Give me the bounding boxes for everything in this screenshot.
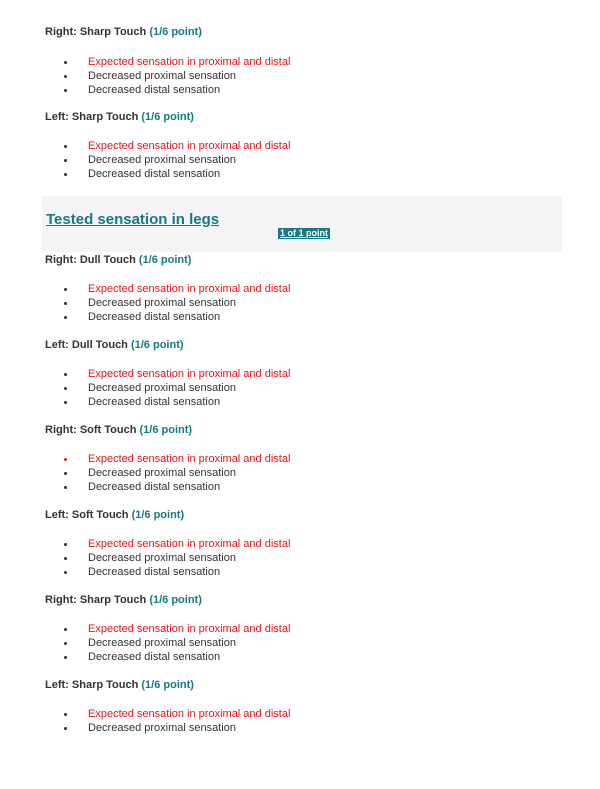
option-item: Expected sensation in proximal and distal — [60, 55, 290, 69]
option-item: Decreased proximal sensation — [60, 381, 290, 395]
question-name: Sharp Touch — [71, 111, 139, 123]
option-item: Expected sensation in proximal and distal — [60, 537, 290, 551]
question-side: Left: — [45, 111, 69, 123]
question-title — [45, 509, 184, 521]
option-item: Decreased distal sensation — [60, 395, 290, 409]
option-item: Decreased proximal sensation — [60, 636, 290, 650]
section-score-badge[interactable]: 1 of 1 point — [280, 228, 328, 238]
question-title — [45, 111, 194, 123]
option-item: Expected sensation in proximal and distal — [60, 622, 290, 636]
question-points: (1/6 point) — [138, 254, 192, 266]
option-item: Decreased proximal sensation — [60, 69, 290, 83]
option-item: Expected sensation in proximal and distal — [60, 367, 290, 381]
option-item: Expected sensation in proximal and distal — [60, 707, 290, 721]
question-points: (1/6 point) — [141, 111, 194, 123]
question-title — [45, 254, 191, 266]
question-points: (1/6 point) — [130, 339, 184, 351]
question-title — [45, 594, 202, 606]
question-points: (1/6 point) — [139, 424, 193, 436]
option-item: Decreased distal sensation — [60, 83, 290, 97]
section-title[interactable]: Tested sensation in legs — [46, 211, 220, 228]
option-item: Decreased proximal sensation — [60, 466, 290, 480]
option-list — [60, 537, 290, 579]
option-item: Expected sensation in proximal and distal — [60, 282, 290, 296]
option-item: Expected sensation in proximal and distal — [60, 452, 290, 466]
option-list — [60, 139, 290, 181]
question-name: Soft Touch — [71, 509, 129, 521]
question-title — [45, 679, 194, 691]
question-points: (1/6 point) — [149, 26, 202, 38]
question-name: Sharp Touch — [79, 594, 147, 606]
question-side: Left: — [45, 509, 69, 521]
option-item: Decreased proximal sensation — [60, 721, 290, 735]
question-side: Right: — [45, 424, 77, 436]
option-item: Decreased proximal sensation — [60, 153, 290, 167]
option-item: Decreased distal sensation — [60, 167, 290, 181]
question-points: (1/6 point) — [141, 679, 194, 691]
question-side: Left: — [45, 679, 69, 691]
option-list — [60, 55, 290, 97]
option-list — [60, 367, 290, 409]
option-item: Decreased distal sensation — [60, 310, 290, 324]
option-list — [60, 452, 290, 494]
option-item: Decreased distal sensation — [60, 650, 290, 664]
question-points: (1/6 point) — [149, 594, 202, 606]
option-item: Decreased proximal sensation — [60, 551, 290, 565]
question-name: Dull Touch — [79, 254, 136, 266]
question-title — [45, 339, 184, 351]
option-list — [60, 707, 290, 735]
question-points: (1/6 point) — [131, 509, 185, 521]
section-header — [42, 196, 562, 252]
option-list — [60, 622, 290, 664]
option-item: Decreased distal sensation — [60, 480, 290, 494]
question-side: Left: — [45, 339, 69, 351]
question-title — [45, 424, 192, 436]
question-side: Right: — [45, 254, 77, 266]
option-item: Decreased distal sensation — [60, 565, 290, 579]
option-item: Expected sensation in proximal and distal — [60, 139, 290, 153]
question-title — [45, 26, 202, 38]
question-name: Sharp Touch — [71, 679, 139, 691]
question-name: Soft Touch — [79, 424, 137, 436]
question-side: Right: — [45, 26, 77, 38]
question-name: Sharp Touch — [79, 26, 147, 38]
question-name: Dull Touch — [71, 339, 128, 351]
option-list — [60, 282, 290, 324]
option-item: Decreased proximal sensation — [60, 296, 290, 310]
question-side: Right: — [45, 594, 77, 606]
